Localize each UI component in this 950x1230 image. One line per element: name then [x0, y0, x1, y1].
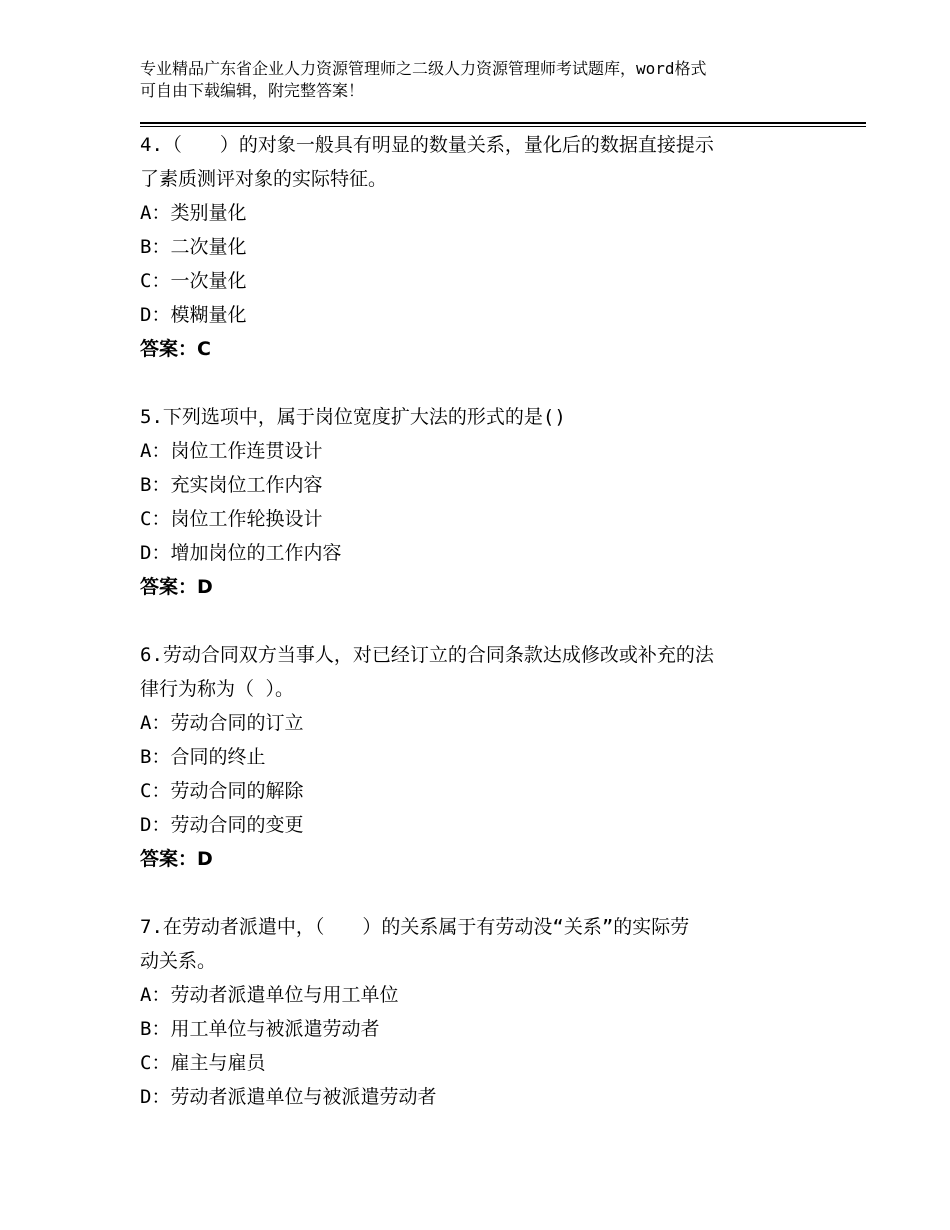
option-b: B：合同的终止	[140, 746, 266, 768]
header-rule-thin	[140, 126, 866, 127]
question-5	[140, 400, 820, 604]
option-a: A：类别量化	[140, 202, 247, 224]
option-b: B：用工单位与被派遣劳动者	[140, 1018, 380, 1040]
question-stem-line-1: 5.下列选项中，属于岗位宽度扩大法的形式的是()	[140, 406, 566, 428]
question-stem-line-2: 动关系。	[140, 950, 217, 972]
option-a: A：劳动者派遣单位与用工单位	[140, 984, 399, 1006]
question-stem-line-2: 律行为称为（ ）。	[140, 678, 294, 700]
option-d: D：模糊量化	[140, 304, 247, 326]
question-stem-line-1: 4.（ ）的对象一般具有明显的数量关系，量化后的数据直接提示	[140, 134, 714, 156]
answer-line: 答案：D	[140, 576, 213, 598]
option-c: C：一次量化	[140, 270, 247, 292]
question-stem-line-1: 6.劳动合同双方当事人，对已经订立的合同条款达成修改或补充的法	[140, 644, 714, 666]
option-c: C：劳动合同的解除	[140, 780, 304, 802]
question-stem-line-2: 了素质测评对象的实际特征。	[140, 168, 388, 190]
option-c: C：雇主与雇员	[140, 1052, 266, 1074]
option-d: D：劳动合同的变更	[140, 814, 304, 836]
header-line-1: 专业精品广东省企业人力资源管理师之二级人力资源管理师考试题库，word格式	[140, 59, 707, 78]
question-stem-line-1: 7.在劳动者派遣中，（ ）的关系属于有劳动没“关系”的实际劳	[140, 916, 690, 938]
option-a: A：岗位工作连贯设计	[140, 440, 323, 462]
option-c: C：岗位工作轮换设计	[140, 508, 323, 530]
option-d: D：劳动者派遣单位与被派遣劳动者	[140, 1086, 437, 1108]
header-rule-thick	[140, 122, 866, 124]
option-d: D：增加岗位的工作内容	[140, 542, 342, 564]
option-b: B：充实岗位工作内容	[140, 474, 323, 496]
option-a: A：劳动合同的订立	[140, 712, 304, 734]
option-b: B：二次量化	[140, 236, 247, 258]
answer-line: 答案：C	[140, 338, 211, 360]
question-7	[140, 910, 820, 1114]
question-list	[140, 128, 820, 1148]
answer-line: 答案：D	[140, 848, 213, 870]
question-6	[140, 638, 820, 876]
header-line-2: 可自由下载编辑，附完整答案！	[140, 81, 365, 100]
question-4	[140, 128, 820, 366]
page-header	[140, 58, 820, 102]
